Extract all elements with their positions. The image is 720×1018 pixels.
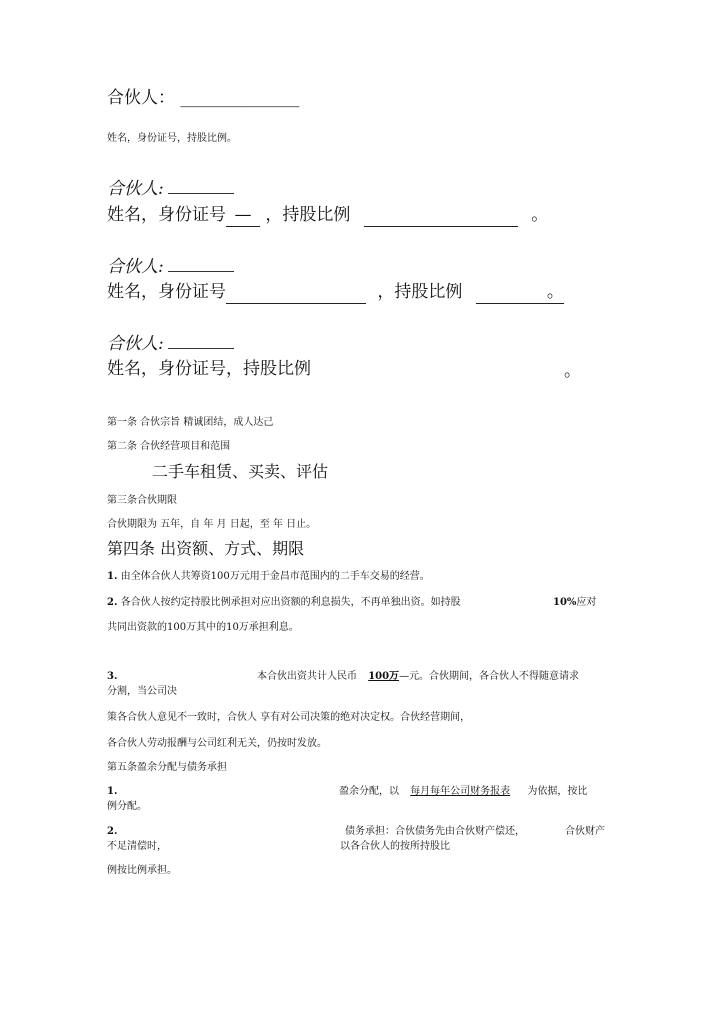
partner-4-label: 合伙人: [107, 334, 164, 354]
article-5-item-1-line [339, 786, 587, 798]
article-4-item-1-num: 1. [107, 571, 118, 582]
article-4-item-3-a: 本合伙出资共计人民币 [257, 671, 357, 682]
article-3: 第三条合伙期限 [107, 495, 177, 506]
article-4-item-1 [107, 571, 430, 583]
partner-3-info-a: 姓名，身份证号 [107, 282, 226, 302]
partner-2-info [107, 206, 548, 227]
partner-3-info-b: ，持股比例 [377, 282, 463, 302]
article-2: 第二条 合伙经营项目和范围 [107, 441, 231, 452]
article-4-item-3-b: —元。合伙期间，各合伙人不得随意请求 [399, 671, 580, 682]
article-4-item-3-num: 3. [107, 671, 118, 682]
article-4-item-3-cont2: 策各合伙人意见不一致时，合伙人 享有对公司决策的绝对决定权。合伙经营期间， [107, 712, 471, 723]
article-4-item-2-pct-line [553, 597, 596, 609]
partner-4-label-line [107, 335, 234, 355]
article-4-item-2-pct: 10% [553, 597, 577, 608]
partner-3-id-blank [226, 283, 366, 304]
article-4-item-1-text: 由全体合伙人共筹资100万元用于金昌市范围内的二手车交易的经营。 [120, 571, 430, 582]
article-4-heading: 第四条 出资额、方式、期限 [107, 539, 305, 558]
article-5-item-2-b: 合伙财产 [565, 826, 605, 837]
partner-2-info-end: 。 [531, 205, 549, 225]
article-2-body: 二手车租赁、买卖、评估 [152, 462, 329, 481]
article-4-item-3-line [257, 671, 579, 683]
partner-2-share-blank [364, 206, 518, 227]
article-5-item-1-num: 1. [107, 786, 118, 797]
article-5-item-2-num: 2. [107, 826, 118, 837]
partner-1-label: 合伙人： [107, 88, 175, 108]
article-1: 第一条 合伙宗旨 精诚团结，成人达己 [107, 417, 274, 428]
partner-2-info-b: ，持股比例 [265, 205, 351, 225]
partner-1-label-line [107, 89, 299, 109]
article-5-heading: 第五条盈余分配与债务承担 [107, 762, 227, 773]
partner-3-share-blank [476, 283, 564, 304]
partner-1-blank: ______________ [180, 88, 300, 108]
article-4-item-2-num: 2. [107, 597, 118, 608]
partner-3-label: 合伙人: [107, 257, 164, 277]
article-5-item-1-cont: 例分配。 [107, 801, 147, 812]
article-4-item-3-cont3: 各合伙人劳动报酬与公司红利无关，仍按时发放。 [107, 738, 327, 749]
article-3-body: 合伙期限为 五年，自 年 月 日起，至 年 日止。 [107, 519, 317, 530]
article-5-item-2-a: 债务承担：合伙债务先由合伙财产偿还， [345, 826, 525, 837]
partner-2-info-a: 姓名，身份证号 [107, 205, 226, 225]
article-5-item-1-link: 每月每年公司财务报表 [410, 786, 511, 797]
partner-3-blank [168, 270, 234, 272]
partner-2-id-blank: — [226, 206, 260, 227]
article-5-item-1-a: 盈余分配，以 [339, 786, 399, 797]
partner-4-blank [168, 347, 234, 349]
partner-2-blank [168, 192, 234, 194]
article-4-item-2-cont: 共同出资款的100万其中的10万承担利息。 [107, 622, 299, 633]
partner-4-info-end: 。 [564, 361, 581, 381]
article-5-item-1-b: 为依据，按比 [527, 786, 588, 797]
article-4-item-3-cont: 分割，当公司决 [107, 686, 177, 697]
partner-3-info [107, 283, 564, 304]
article-4-item-2-tail: 应对 [576, 597, 597, 608]
partner-2-label: 合伙人: [107, 179, 164, 199]
partner-1-info: 姓名，身份证号，持股比例。 [107, 133, 237, 144]
partner-2-label-line [107, 180, 234, 200]
partner-4-info [107, 360, 311, 380]
article-5-item-2-cont-a: 不足清偿时， [107, 841, 167, 852]
article-4-item-3-amount: 100万 [368, 671, 400, 682]
article-5-item-2-cont2: 例按比例承担。 [107, 865, 177, 876]
partner-3-info-end: 。 [546, 282, 564, 302]
article-4-item-2 [107, 597, 461, 609]
partner-3-label-line [107, 258, 234, 278]
partner-4-info-a: 姓名，身份证号，持股比例 [107, 359, 311, 379]
article-4-item-2-text: 各合伙人按约定持股比例承担对应出资额的利息损失，不再单独出资。如持股 [120, 597, 461, 608]
article-5-item-2-cont-b: 以各合伙人的按所持股比 [340, 841, 450, 852]
